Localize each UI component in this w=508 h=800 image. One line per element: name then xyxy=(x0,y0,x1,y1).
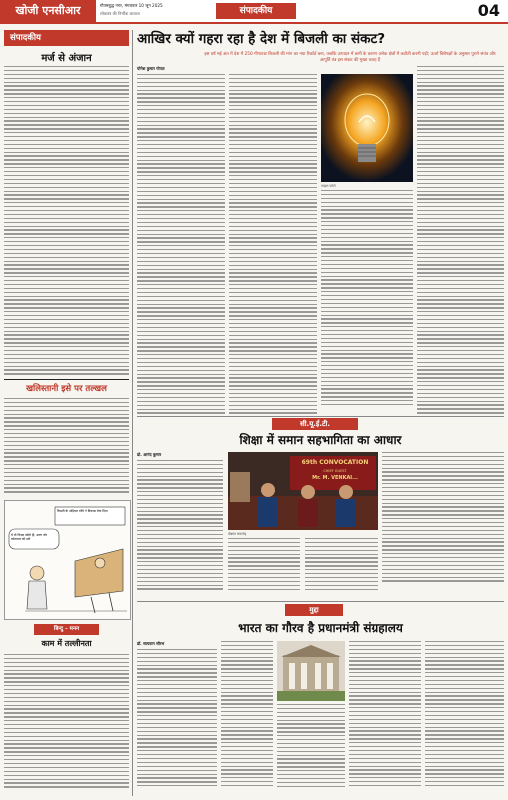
bottom-body-col4 xyxy=(349,641,421,796)
cartoon xyxy=(4,500,131,620)
main-body-col2 xyxy=(229,74,317,414)
masthead xyxy=(0,0,508,24)
main-body-col4 xyxy=(417,66,504,414)
main-byline: योगेश कुमार गोयल xyxy=(137,66,165,71)
cartoon-illustration xyxy=(5,501,130,619)
bottom-section-label: मुद्दा xyxy=(285,604,343,616)
bottom-body-col1 xyxy=(137,649,217,796)
editorial-body-1 xyxy=(4,66,129,376)
museum-photo xyxy=(277,641,345,701)
section-divider-1 xyxy=(137,416,504,417)
column-divider xyxy=(132,30,133,796)
main-body-col1 xyxy=(137,74,225,414)
masthead-date: गौतमबुद्ध नगर, मंगलवार 10 जून 2025 xyxy=(100,3,163,8)
cuet-body-col4 xyxy=(382,452,504,598)
bottom-body-col2 xyxy=(221,641,273,796)
convocation-banner-title: 69th CONVOCATION xyxy=(301,459,369,466)
bottom-headline: भारत का गौरव है प्रधानमंत्री संग्रहालय xyxy=(238,621,403,635)
convocation-banner-sub: CHIEF GUEST xyxy=(323,469,347,473)
main-body-col3 xyxy=(321,190,413,414)
cuet-photo-caption: दीक्षांत समारोह xyxy=(228,532,247,536)
cuet-byline: प्रो. आनंद कुमार xyxy=(137,452,162,457)
cuet-section-label: सी.यू.ई.टी. xyxy=(272,418,358,430)
cuet-body-col2 xyxy=(228,538,300,598)
main-deck: इस वर्ष मई अंत में देश में 250 गीगावाट बिजली की मांग का नया रिकॉर्ड बना, जबकि उत्पादन में कमी के कारण अनेक क्षेत्रों में कटौती करनी पड़ी; ऊर्जा विशेषज्ञों के अनुसार पुराने संयंत्र और आपूर्ति तंत्र इस संकट की मुख्य वजह हैं xyxy=(204,52,496,63)
column-body xyxy=(4,654,129,794)
masthead-brand: खोजी एनसीआर xyxy=(0,0,96,22)
masthead-section: संपादकीय xyxy=(216,3,296,19)
editorial-section-label: संपादकीय xyxy=(4,30,129,46)
bottom-body-col5 xyxy=(425,641,504,796)
page-number: 04 xyxy=(477,1,500,20)
lightbulb-icon xyxy=(321,74,413,182)
section-divider-2 xyxy=(137,601,504,602)
left-column xyxy=(4,30,129,796)
column-title: काम में तल्लीनता xyxy=(41,639,92,648)
editorial-body-2 xyxy=(4,398,129,498)
bottom-photo xyxy=(277,641,345,701)
cartoon-caption-1: विपक्षी के अड़ियल रवैये ने विकास रोक दिया xyxy=(57,509,108,513)
bottom-body-col3 xyxy=(277,704,345,796)
cuet-body-col3 xyxy=(305,538,378,598)
editorial-title-2: खलिस्तानी इसे पर तल्खल xyxy=(26,384,107,394)
bottom-byline: डॉ. सत्यवान सौरभ xyxy=(137,641,165,646)
main-photo xyxy=(321,74,413,182)
main-headline: आखिर क्यों गहरा रहा है देश में बिजली का संकट? xyxy=(137,31,386,47)
main-photo-caption: फाइल फोटो xyxy=(321,184,336,188)
cuet-headline: शिक्षा में समान सहभागिता का आधार xyxy=(239,433,402,447)
column-label: बिन्दु – मनन xyxy=(34,624,99,635)
convocation-banner-name: Mr. M. VENKAI... xyxy=(312,475,358,481)
masthead-tagline: लोकतंत्र की निर्भीक आवाज xyxy=(100,11,140,16)
cartoon-caption-2: ये तो विपक्ष खोले ही, उल्टा चोर कोतवाल को डांटे xyxy=(11,533,48,541)
cuet-body-col1 xyxy=(137,460,223,598)
divider xyxy=(4,379,129,380)
cuet-photo xyxy=(228,452,378,530)
editorial-title-1: मर्ज से अंजान xyxy=(41,53,92,64)
